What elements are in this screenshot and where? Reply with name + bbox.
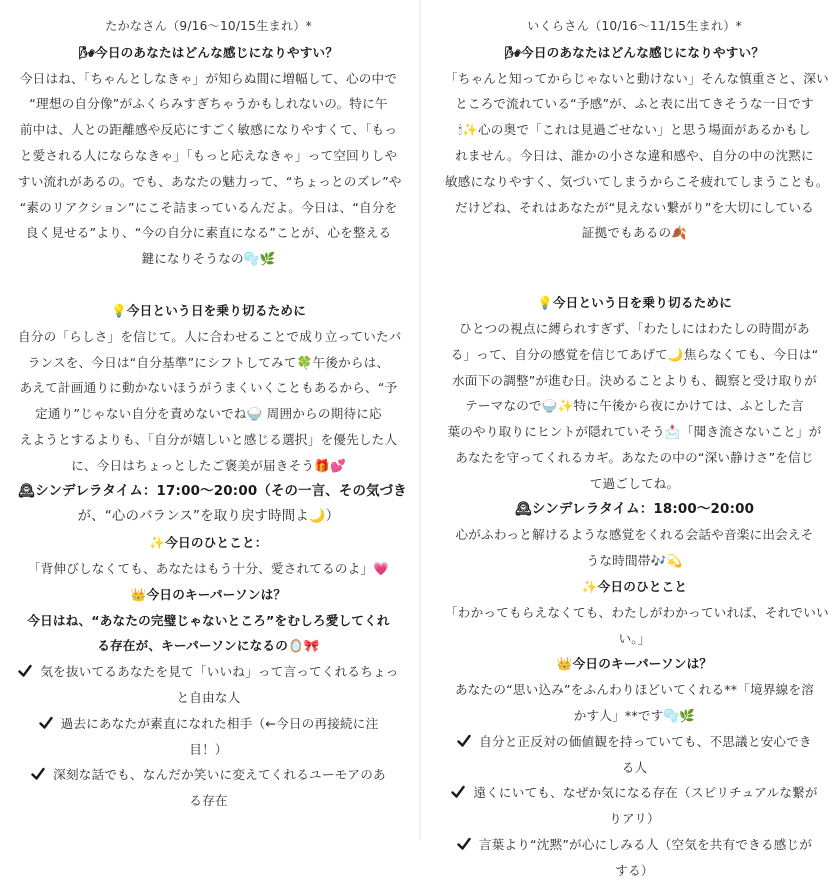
left-text-line: 鍵になりそうなの🫧🌿 bbox=[141, 251, 276, 267]
right-column bbox=[421, 0, 840, 878]
spacer bbox=[445, 246, 824, 272]
left-text-line: あえて計画通りに動かないほうがうまくいくこともあるから、“予 bbox=[19, 380, 398, 396]
checkmark-icon bbox=[39, 716, 53, 730]
left-text-line: 自分の「らしさ」を信じて。人に合わせることで成り立っていたバ bbox=[18, 328, 402, 344]
left-keyperson-item: 気を抜いてるあなたを見て「いいね」って言ってくれるちょっ bbox=[18, 659, 399, 685]
left-text-line: すい流れがあるの。でも、あなたの魅力って、“ちょっとのズレ”や bbox=[18, 173, 402, 189]
left-keyperson-item: 深刻な話でも、なんだか笑いに変えてくれるユーモアのあ bbox=[18, 762, 399, 788]
right-text-line: 「ちゃんと知ってからじゃないと動けない」そんな慎重さと、深い bbox=[445, 70, 829, 86]
checkmark-icon bbox=[31, 767, 45, 781]
right-text-line: ところで流れている“予感”が、ふと表に出てきそうな一日です bbox=[455, 96, 814, 112]
left-column bbox=[0, 0, 419, 840]
right-text-line: あなたの“思い込み”をふんわりほどいてくれる**「境界線を溶 bbox=[454, 682, 815, 698]
left-text-line: る存在が、キーパーソンになるの🪞🎀 bbox=[97, 638, 320, 654]
right-text-line: る人 bbox=[621, 759, 648, 775]
left-section-title-keyperson: 👑今日のキーパーソンは？ bbox=[130, 586, 287, 602]
right-text-line: かす人」**です🫧🌿 bbox=[573, 707, 696, 723]
right-text-line: テーマなので🍚✨特に午後から夜にかけては、ふとした言 bbox=[465, 398, 804, 414]
left-text-line: 「背伸びしなくても、あなたはもう十分、愛されてるのよ」💗 bbox=[27, 560, 390, 576]
right-text-line: 🕯✨心の奥で「これは見過ごせない」と思う場面があるかもし bbox=[458, 122, 811, 138]
left-text-line: る存在 bbox=[189, 793, 228, 809]
checkmark-icon bbox=[451, 785, 465, 799]
right-section-title-mood: 🌬今日のあなたはどんな感じになりやすい？ bbox=[504, 44, 765, 60]
right-text-line: りアリ） bbox=[609, 811, 660, 827]
left-section-title-word: ✨今日のひとこと： bbox=[149, 535, 268, 551]
left-text-line: 目！） bbox=[189, 741, 228, 757]
checkmark-icon bbox=[457, 734, 471, 748]
left-text-line: 良く見せる”より、“今の自分に素直になる”ことが、心を整える bbox=[25, 225, 392, 241]
right-text-line: うな時間帯🎶💫 bbox=[586, 553, 683, 569]
left-text-line: と自由な人 bbox=[176, 689, 241, 705]
right-cinderella-time: 🕰シンデレラタイム：18:00〜20:00 bbox=[514, 501, 755, 517]
right-text-line: 敏感になりやすく、気づいてしまうからこそ疲れてしまうことも。 bbox=[445, 173, 829, 189]
left-section-title-tips: 💡今日という日を乗り切るために bbox=[111, 302, 306, 318]
spacer bbox=[18, 272, 399, 298]
right-text-line: 葉のやり取りにヒントが隠れていそう📩「聞き流さないこと」が bbox=[447, 424, 822, 440]
left-text-line: えようとするよりも、「自分が嬉しいと感じる選択」を優先した人 bbox=[19, 431, 398, 447]
left-text-line: ランスを、今日は“自分基準”にシフトしてみて🍀午後からは、 bbox=[27, 354, 390, 370]
left-section-title-mood: 🌬今日のあなたはどんな感じになりやすい？ bbox=[78, 44, 339, 60]
right-text-line: 水面下の調整”が進む日。決めることよりも、観察と受け取りが bbox=[452, 372, 817, 388]
right-text-line: 「わかってもらえなくても、わたしがわかっていれば、それでいい bbox=[445, 604, 829, 620]
left-header: たかなさん（9/16〜10/15生まれ）* bbox=[105, 19, 312, 33]
left-text-line: 今日はね、“あなたの完璧じゃないところ”をむしろ愛してくれ bbox=[27, 612, 390, 628]
right-section-title-word: ✨今日のひとこと bbox=[581, 578, 688, 594]
left-text-line: 前中は、人との距離感や反応にすごく敏感になりやすくて、「もっ bbox=[19, 122, 398, 138]
right-text-line: い。」 bbox=[618, 630, 651, 646]
checkmark-icon bbox=[18, 664, 32, 678]
right-keyperson-item: 自分と正反対の価値観を持っていても、不思議と安心でき bbox=[445, 729, 824, 755]
left-text-line: と愛される人にならなきゃ」「もっと応えなきゃ」って空回りしや bbox=[19, 147, 398, 163]
right-text-line: て過ごしてね。 bbox=[589, 475, 680, 491]
left-text-line: が、“心のバランス”を取り戻す時間よ🌙） bbox=[77, 509, 340, 525]
checkmark-icon bbox=[457, 837, 471, 851]
left-keyperson-item: 過去にあなたが素直になれた相手（←今日の再接続に注 bbox=[18, 711, 399, 737]
right-keyperson-item: 遠くにいても、なぜか気になる存在（スピリチュアルな繋が bbox=[445, 780, 824, 806]
right-text-line: あなたを守ってくれるカギ。あなたの中の“深い静けさ”を信じ bbox=[455, 449, 814, 465]
right-text-line: だけどね、それはあなたが“見えない繋がり”を大切にしている bbox=[455, 199, 814, 215]
right-text-line: る」って、自分の感覚を信じてあげて🌙焦らなくても、今日は“ bbox=[450, 346, 819, 362]
spacer bbox=[445, 272, 824, 290]
right-text-line: 証拠でもあるの🍂 bbox=[581, 225, 688, 241]
left-text-line: 定通り”じゃない自分を責めないでね🍚 周囲からの期待に応 bbox=[35, 406, 382, 422]
right-header: いくらさん（10/16〜11/15生まれ）* bbox=[527, 19, 742, 33]
right-keyperson-item: 言葉より“沈黙”が心にしみる人（空気を共有できる感じが bbox=[445, 832, 824, 858]
left-text-line: “素のリアクション”にこそ詰まっているんだよ。今日は、“自分を bbox=[19, 199, 398, 215]
left-cinderella-time: 🕰シンデレラタイム：17:00〜20:00（その一言、その気づき bbox=[18, 483, 407, 499]
right-text-line: ひとつの視点に縛られすぎず、「わたしにはわたしの時間があ bbox=[459, 320, 810, 336]
left-text-line: に、今日はちょっとしたご褒美が届きそう🎁💕 bbox=[71, 457, 346, 473]
right-section-title-keyperson: 👑今日のキーパーソンは？ bbox=[556, 656, 713, 672]
right-text-line: れません。今日は、誰かの小さな違和感や、自分の中の沈黙に bbox=[455, 147, 814, 163]
left-text-line: 今日はね、「ちゃんとしなきゃ」が知らぬ間に増幅して、心の中で bbox=[19, 70, 398, 86]
right-section-title-tips: 💡今日という日を乗り切るために bbox=[537, 295, 732, 311]
right-text-line: 心がふわっと解けるような感覚をくれる会話や音楽に出会えそ bbox=[455, 527, 814, 543]
left-text-line: “理想の自分像”がふくらみすぎちゃうかもしれないの。特に午 bbox=[29, 96, 388, 112]
right-text-line: する） bbox=[615, 862, 654, 878]
